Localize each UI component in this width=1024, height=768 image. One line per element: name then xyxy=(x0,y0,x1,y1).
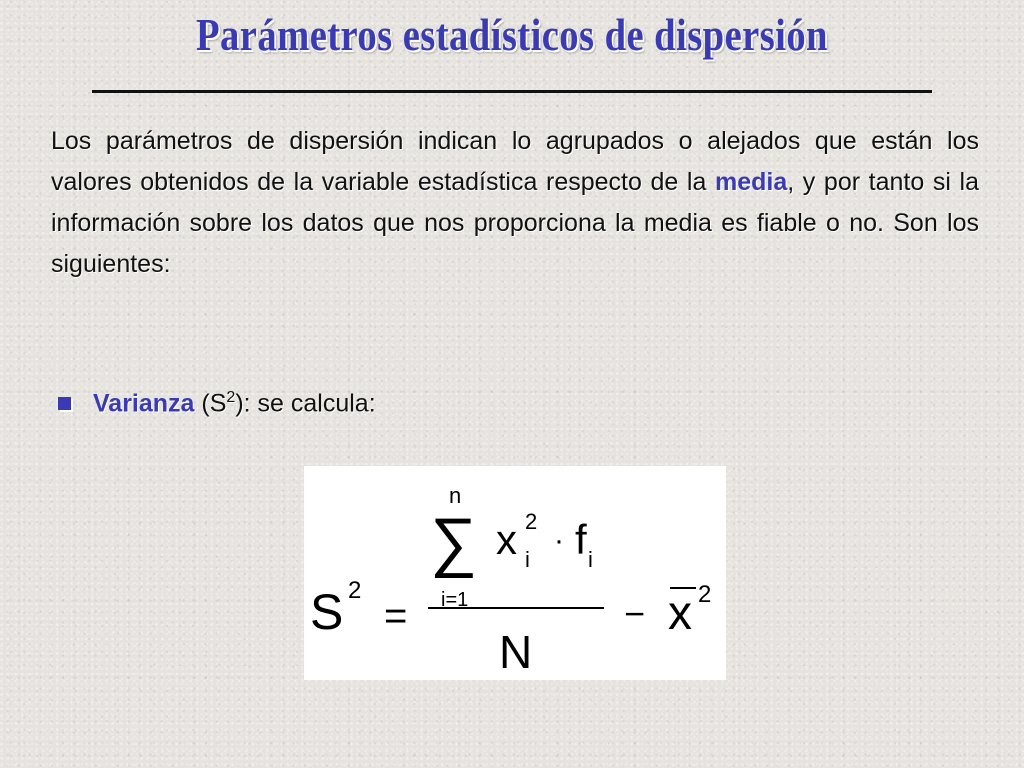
formula-svg xyxy=(304,466,726,680)
formula-lhs-exponent: 2 xyxy=(348,577,362,604)
formula-dot: · xyxy=(554,524,564,557)
formula-sum-upper: n xyxy=(449,483,462,508)
formula-sum-sign: ∑ xyxy=(430,504,478,578)
intro-paragraph xyxy=(51,121,979,285)
bullet-rest: ): se calcula: xyxy=(235,389,376,418)
paragraph-text-end: , y por tanto si la información sobre los datos que nos proporciona la media es fiable o no. Son los siguientes: xyxy=(51,168,979,278)
bullet-symbol-exponent: 2 xyxy=(226,389,236,406)
bullet-text xyxy=(93,389,376,418)
formula-lhs-s: S xyxy=(310,584,344,640)
formula-f-subscript: i xyxy=(588,547,593,572)
square-bullet-icon xyxy=(58,397,71,410)
slide-title: Parámetros estadísticos de dispersión xyxy=(196,9,828,60)
variance-formula xyxy=(304,466,726,680)
bullet-item-varianza xyxy=(58,389,376,418)
formula-sum-lower: i=1 xyxy=(441,589,469,611)
formula-denominator: N xyxy=(499,626,533,678)
formula-mean-x: x xyxy=(668,587,692,640)
formula-x-subscript: i xyxy=(525,547,530,572)
paragraph-text-start: Los parámetros de dispersión indican lo agrupados o alejados que están los valores obtenidos de la variable estadística respecto de la xyxy=(51,127,979,196)
formula-mean-exponent: 2 xyxy=(698,581,712,608)
title-underline xyxy=(92,90,932,93)
bullet-symbol-open: (S xyxy=(194,389,227,418)
formula-x-exponent: 2 xyxy=(525,509,538,534)
bullet-term: Varianza xyxy=(93,389,195,418)
formula-equals: = xyxy=(384,594,408,638)
formula-x-var: x xyxy=(496,516,517,563)
formula-f-var: f xyxy=(575,516,587,563)
paragraph-emphasis-media: media xyxy=(714,168,788,196)
formula-minus: − xyxy=(624,593,646,634)
